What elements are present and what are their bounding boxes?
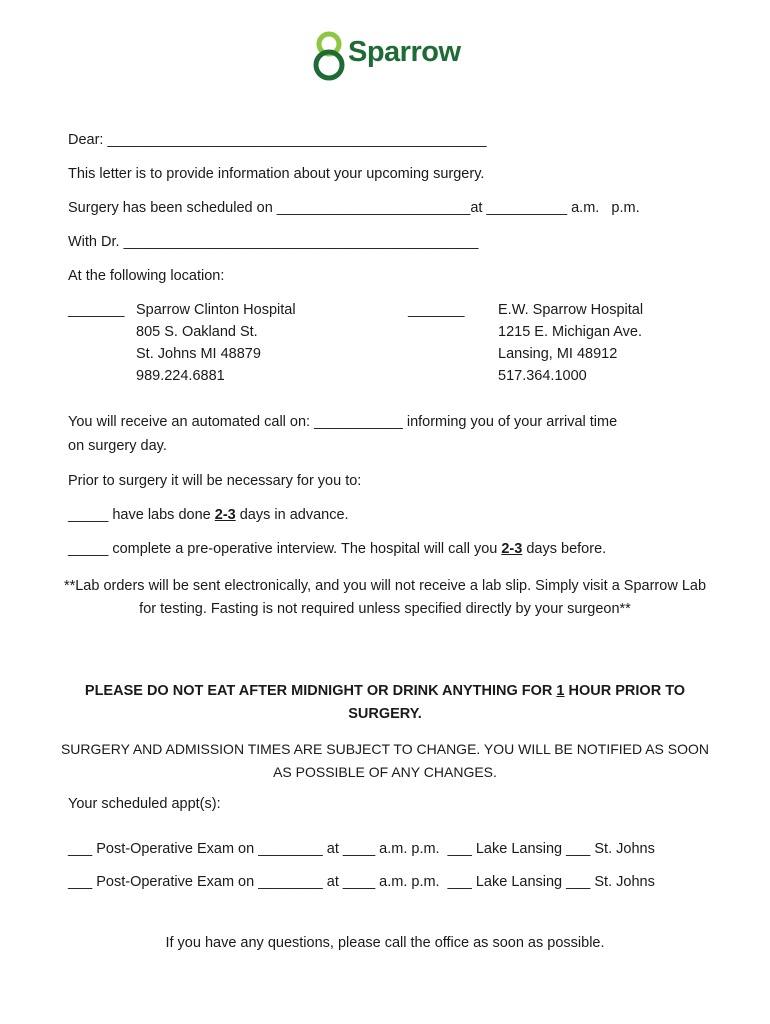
change-notice: SURGERY AND ADMISSION TIMES ARE SUBJECT TO CHANGE. YOU WILL BE NOTIFIED AS SOON AS POSSIBLE OF ANY CHANGES.	[60, 741, 710, 780]
intro-text: This letter is to provide information about your upcoming surgery.	[68, 166, 485, 182]
clinton-city: St. Johns MI 48879	[136, 346, 261, 362]
sparrow-emblem-icon	[312, 30, 348, 82]
ew-name: E.W. Sparrow Hospital	[498, 302, 644, 318]
appt-line: ___ Post-Operative Exam on ________ at ____ a.m. p.m. ___ Lake Lansing ___ St. Johns	[68, 841, 655, 857]
closing-text: If you have any questions, please call the office as soon as possible.	[165, 935, 605, 951]
appt-line: ___ Post-Operative Exam on ________ at ____ a.m. p.m. ___ Lake Lansing ___ St. Johns	[68, 874, 655, 890]
location-label: At the following location:	[68, 268, 225, 284]
interview-days: 2-3	[501, 541, 523, 557]
appt-label: Your scheduled appt(s):	[68, 796, 221, 812]
warning-hours: 1	[556, 683, 565, 699]
clinton-phone: 989.224.6881	[136, 368, 225, 384]
dear-line: Dear: _______________________________________________	[68, 132, 487, 148]
clinton-address: 805 S. Oakland St.	[136, 324, 258, 340]
logo-wordmark: Sparrow	[348, 36, 461, 68]
prior-text: Prior to surgery it will be necessary for you to:	[68, 473, 362, 489]
clinton-name: Sparrow Clinton Hospital	[136, 302, 296, 318]
ew-address: 1215 E. Michigan Ave.	[498, 324, 643, 340]
interview-line: _____ complete a pre-operative interview. The hospital will call you 2-3 days before.	[68, 541, 607, 557]
clinton-blank: _______	[68, 302, 125, 318]
lab-note: **Lab orders will be sent electronically, and you will not receive a lab slip. Simply visit a Sparrow Lab for testing. Fasting is not required unless specified directly by your surgeon**	[63, 578, 707, 617]
call-line-1: You will receive an automated call on: ___________ informing you of your arrival time	[68, 414, 618, 430]
ew-phone: 517.364.1000	[498, 368, 587, 384]
scheduled-line: Surgery has been scheduled on ________________________at __________ a.m. p.m.	[68, 200, 640, 216]
fasting-warning: PLEASE DO NOT EAT AFTER MIDNIGHT OR DRINK ANYTHING FOR 1 HOUR PRIOR TO SURGERY.	[84, 683, 686, 722]
with-dr-line: With Dr. ____________________________________________	[68, 234, 479, 250]
ew-blank: _______	[408, 302, 465, 318]
call-line-2: on surgery day.	[68, 438, 167, 454]
sparrow-logo	[312, 30, 462, 82]
labs-days: 2-3	[214, 507, 236, 523]
labs-line: _____ have labs done 2-3 days in advance.	[68, 507, 349, 523]
ew-city: Lansing, MI 48912	[498, 346, 618, 362]
